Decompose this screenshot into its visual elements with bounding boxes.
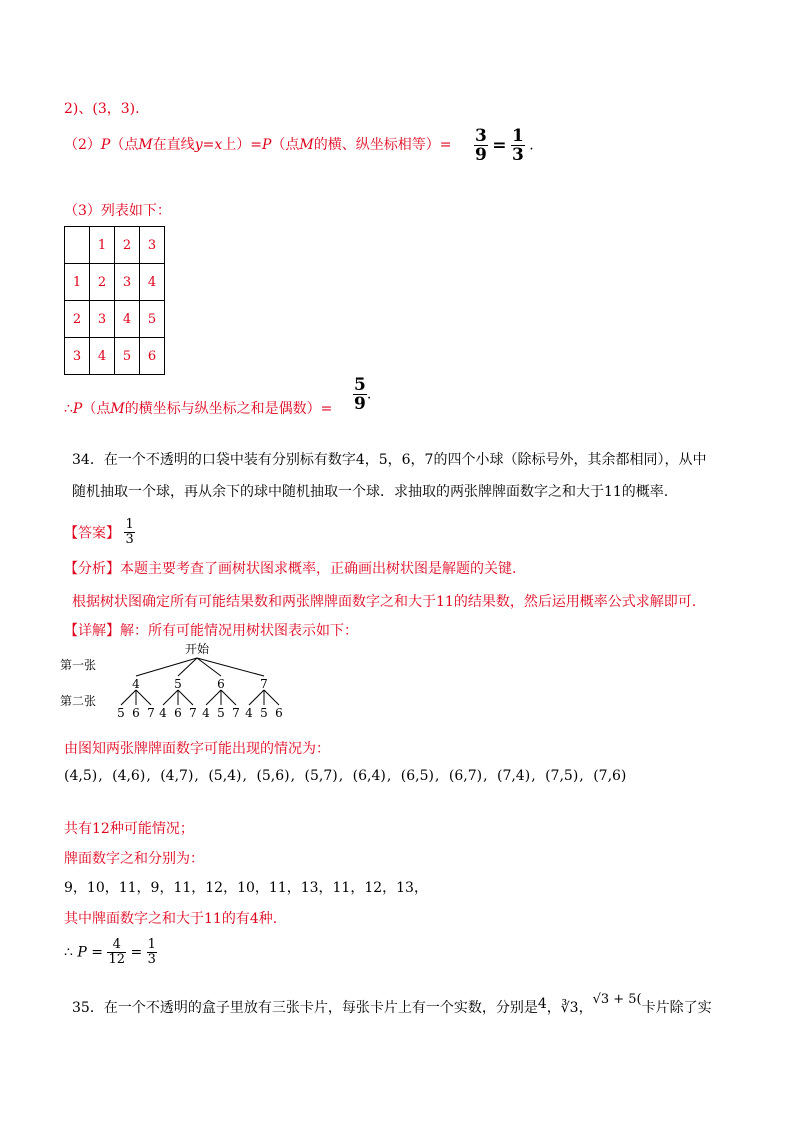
table-cell: 3 (65, 338, 90, 375)
text: M (299, 137, 314, 153)
tree-leaf: 4 (202, 706, 210, 720)
pair: (5,6) (256, 768, 290, 784)
text: （2） (64, 137, 101, 153)
denominator: 9 (475, 145, 487, 165)
analysis-line-2: 根据树状图确定所有可能结果数和两张牌牌面数字之和大于11的结果数，然后运用概率公式求解即可. (72, 594, 697, 610)
table-row (65, 227, 165, 264)
tree-node: 6 (217, 677, 225, 691)
text: 解：所有可能情况用树状图表示如下： (120, 623, 358, 639)
pair: (7,4) (496, 768, 531, 784)
text: P (100, 137, 111, 153)
table-cell: 2 (90, 264, 115, 301)
cases-intro: 由图知两张牌牌面数字可能出现的情况为： (64, 741, 330, 757)
denominator: 3 (512, 145, 524, 165)
detail-label: 【详解】 (64, 623, 120, 639)
pair: (4,7) (160, 768, 194, 784)
text: = (130, 944, 143, 961)
tree-leaf: 4 (245, 706, 253, 720)
answer-label: 【答案】 (64, 525, 120, 542)
text: P (261, 137, 272, 153)
table-cell: 3 (140, 227, 165, 264)
table-cell: 4 (90, 338, 115, 375)
text: P (77, 944, 87, 961)
sums-intro: 牌面数字之和分别为： (64, 851, 204, 867)
sums-list: 9，10，11，9，11，12，10，11，13，11，12，13， (64, 880, 428, 896)
tree-node: 4 (132, 677, 140, 691)
table-cell (65, 227, 90, 264)
numerator: 1 (125, 517, 134, 532)
tree-leaf: 7 (147, 706, 155, 720)
question-34-line-2: 随机抽取一个球，再从余下的球中随机抽取一个球．求抽取的两张牌牌面数字之和大于11的概率. (72, 484, 669, 500)
fraction (147, 938, 157, 967)
table-cell: 3 (115, 264, 140, 301)
tree-start: 开始 (184, 642, 210, 656)
numerator: 5 (354, 375, 366, 395)
tree-diagram (60, 640, 320, 720)
numerator: 4 (112, 937, 121, 952)
tree-node: 7 (260, 677, 268, 691)
tree-leaf: 4 (159, 706, 167, 720)
tree-leaf: 6 (275, 706, 283, 720)
text: y (194, 137, 203, 153)
text: ， (578, 1000, 593, 1016)
table-row (65, 301, 165, 338)
value: 4 (537, 996, 547, 1012)
tree-leaf: 6 (132, 706, 140, 720)
text: 的横、纵坐标相等）= (313, 137, 452, 153)
denominator: 3 (147, 952, 156, 967)
period: . (366, 386, 372, 403)
denominator: 3 (125, 532, 134, 547)
value: ∛3 (560, 1000, 579, 1016)
table-cell: 2 (115, 227, 140, 264)
table-cell: 5 (115, 338, 140, 375)
numerator: 1 (512, 126, 524, 146)
text: M (138, 137, 153, 153)
fraction (353, 376, 367, 413)
text: P (72, 401, 83, 417)
tree-leaf: 7 (189, 706, 197, 720)
text: （点 (82, 401, 111, 417)
pair: (6,4) (352, 768, 386, 784)
probability-line-3 (64, 398, 332, 418)
text: ∴ (64, 944, 73, 961)
text: 卡片除了实 (641, 1000, 712, 1016)
fraction-group (474, 127, 534, 164)
answer-line (64, 518, 135, 547)
analysis-line-1 (64, 558, 516, 578)
pair: (4,5) (64, 768, 98, 784)
equals: = (492, 135, 507, 156)
value: √3 + 5( (592, 992, 642, 1007)
denominator: 12 (108, 952, 125, 967)
table-cell: 2 (65, 301, 90, 338)
text: = (202, 137, 215, 153)
text: M (110, 401, 125, 417)
tree-level2-label: 第二张 (60, 694, 97, 708)
list-intro: （3）列表如下： (64, 203, 171, 219)
tree-node: 5 (174, 677, 182, 691)
detail-line (64, 620, 358, 640)
text: 上）= (222, 137, 262, 153)
table-cell: 6 (140, 338, 165, 375)
tree-leaf: 6 (174, 706, 182, 720)
table-cell: 1 (90, 227, 115, 264)
result-line (64, 938, 157, 967)
denominator: 9 (354, 394, 366, 414)
tree-leaf: 5 (117, 706, 125, 720)
question-35-line (72, 992, 712, 1017)
pair: (5,4) (208, 768, 242, 784)
fraction (107, 938, 126, 967)
table-cell: 5 (140, 301, 165, 338)
fraction-group (353, 376, 371, 413)
text: ∴ (64, 401, 73, 417)
question-34-line-1: 34．在一个不透明的口袋中装有分别标有数字4，5，6，7的四个小球（除标号外，其余都相同），从中 (72, 452, 707, 468)
pair: (5,7) (304, 768, 338, 784)
total-cases: 共有12种可能情况； (64, 821, 194, 837)
text: （点 (271, 137, 300, 153)
table-cell: 4 (115, 301, 140, 338)
pair: (7,6) (593, 768, 627, 784)
analysis-label: 【分析】 (64, 561, 120, 577)
fraction (474, 127, 488, 164)
fraction (511, 127, 525, 164)
table-row (65, 338, 165, 375)
pair: (7,5) (545, 768, 579, 784)
table-row (65, 264, 165, 301)
numerator: 3 (475, 126, 487, 146)
numerator: 1 (147, 937, 156, 952)
text: （点 (110, 137, 139, 153)
tree-lines (121, 658, 279, 705)
text: ， (546, 1000, 561, 1016)
table-cell: 4 (140, 264, 165, 301)
pair: (6,7) (448, 768, 483, 784)
tree-leaf: 5 (260, 706, 268, 720)
tree-level1-label: 第一张 (60, 658, 97, 672)
table-cell: 1 (65, 264, 90, 301)
text: 35．在一个不透明的盒子里放有三张卡片，每张卡片上有一个实数，分别是 (72, 1000, 538, 1016)
greater-count: 其中牌面数字之和大于11的有4种. (64, 911, 278, 927)
pair: (6,5) (400, 768, 434, 784)
text: = (91, 944, 103, 961)
pair: (4,6) (112, 768, 146, 784)
text: x (214, 137, 223, 153)
probability-line-2 (64, 134, 451, 154)
tree-leaf: 7 (232, 706, 240, 720)
period: . (529, 137, 534, 154)
table-cell: 3 (90, 301, 115, 338)
text: 的横坐标与纵坐标之和是偶数）= (124, 401, 333, 417)
tree-leaf: 5 (217, 706, 225, 720)
fragment-line: 2)、(3，3). (64, 101, 140, 117)
text: 本题主要考查了画树状图求概率，正确画出树状图是解题的关键. (120, 561, 517, 577)
sum-table (64, 226, 165, 375)
text: 在直线 (152, 137, 195, 153)
pairs-list: (4,5), (4,6), (4,7), (5,4), (5,6), (5,7), (6,4), (6,5), (6,7), (7,4), (7,5), (7,6) (64, 768, 627, 784)
fraction (124, 518, 134, 547)
